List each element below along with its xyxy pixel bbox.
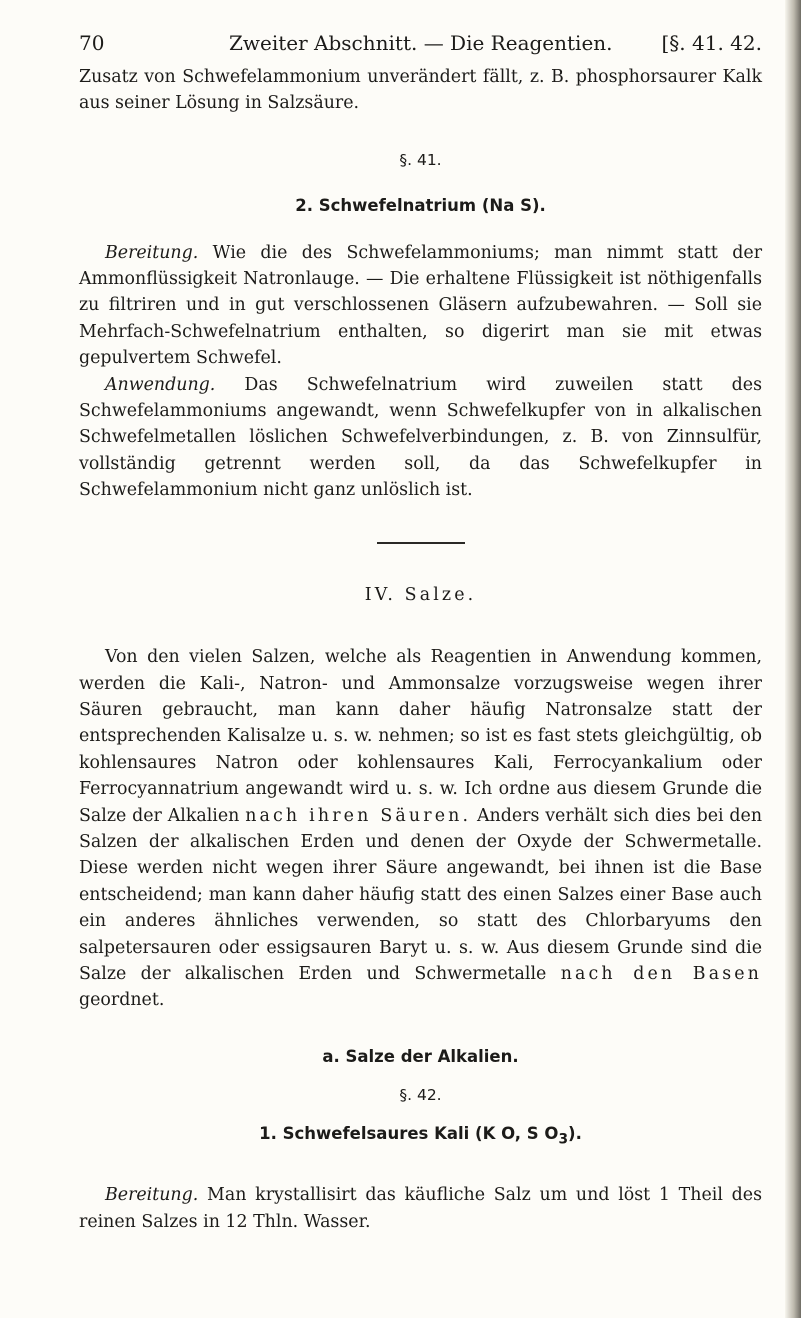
anwendung-text: Das Schwefelnatrium wird zuweilen statt des Schwefelammoniums angewandt, wenn Schwefelkupfer von in alkalischen Schwefelmetallen löslichen Schwefelverbindungen, z. B. von Zinnsulfür, vollständig getrennt werden soll, da das Schwefelkupfer in Schwefelammonium nicht ganz unlöslich ist. <box>79 374 762 501</box>
section-42-number: §. 42. <box>399 1086 442 1105</box>
section-41-bereitung <box>79 240 762 372</box>
header-title: Zweiter Abschnitt. — Die Reagentien. <box>229 31 613 55</box>
section-42-title: 1. Schwefelsaures Kali (K O, S $O_3$). <box>259 1123 582 1147</box>
bereitung-text: Wie die des Schwefelammoniums; man nimmt statt der Ammonflüssigkeit Natronlauge. — Die erhaltene Flüssigkeit ist nöthigenfalls zu filtriren und in gut verschlossenen Gläsern aufzubewahren. — Soll sie Mehrfach-Schwefelnatrium enthalten, so digerirt man sie mit etwas gepulvertem Schwefel. <box>79 242 763 369</box>
section-divider <box>377 542 465 544</box>
anwendung-label: Anwendung. <box>105 374 216 395</box>
bereitung-label: Bereitung. <box>105 242 199 263</box>
section-41-anwendung <box>79 372 762 504</box>
emphasis-nach-ihren-saeuren: nach ihren Säuren. <box>245 805 472 826</box>
emphasis-nach-den-basen: nach den Basen <box>560 963 763 984</box>
header-section-ref: [§. 41. 42. <box>661 31 762 55</box>
intro-paragraph: Zusatz von Schwefelammonium unverändert fällt, z. B. phosphorsaurer Kalk aus seiner Lösung in Salzsäure. <box>79 67 762 114</box>
section-41-title: 2. Schwefelnatrium (Na S). <box>295 196 546 216</box>
page-edge-shadow <box>785 0 801 1318</box>
section-42-bereitung <box>79 1182 762 1235</box>
page-number: 70 <box>79 31 105 55</box>
part-4-paragraph: Von den vielen Salzen, welche als Reagentien in Anwendung kommen, werden die Kali-, Natron- und Ammonsalze vorzugsweise wegen ihrer Säuren gebraucht, man kann daher häufig Natronsalze statt der entsprechenden Kalisalze u. s. w. nehmen; so ist es fast stets gleichgültig, ob kohlensaures Natron oder kohlensaures Kali, Ferrocyankalium oder Ferrocyannatrium angewandt wird u. s. w. Ich ordne aus diesem Grunde die Salze der Alkalien nach ihren Säuren. Anders verhält sich dies bei den Salzen der alkalischen Erden und denen der Oxyde der Schwermetalle. Diese werden nicht wegen ihrer Säure angewandt, bei ihnen ist die Base entscheidend; man kann daher häufig statt des einen Salzes einer Base auch ein anderes ähnliches verwenden, so statt des Chlorbaryums den salpetersauren oder essigsauren Baryt u. s. w. Aus diesem Grunde sind die Salze der alkalischen Erden und Schwermetalle nach den Basen geordnet. <box>79 647 763 1011</box>
running-header <box>79 30 762 56</box>
page-body <box>79 64 762 1235</box>
bereitung-label-42: Bereitung. <box>105 1185 199 1206</box>
subsection-a-heading: a. Salze der Alkalien. <box>322 1046 519 1066</box>
part-4-heading: IV. Salze. <box>364 584 477 605</box>
section-41-number: §. 41. <box>399 150 442 169</box>
bereitung-text-42: Man krystallisirt das käufliche Salz um und löst 1 Theil des reinen Salzes in 12 Thln. Wasser. <box>79 1185 762 1232</box>
